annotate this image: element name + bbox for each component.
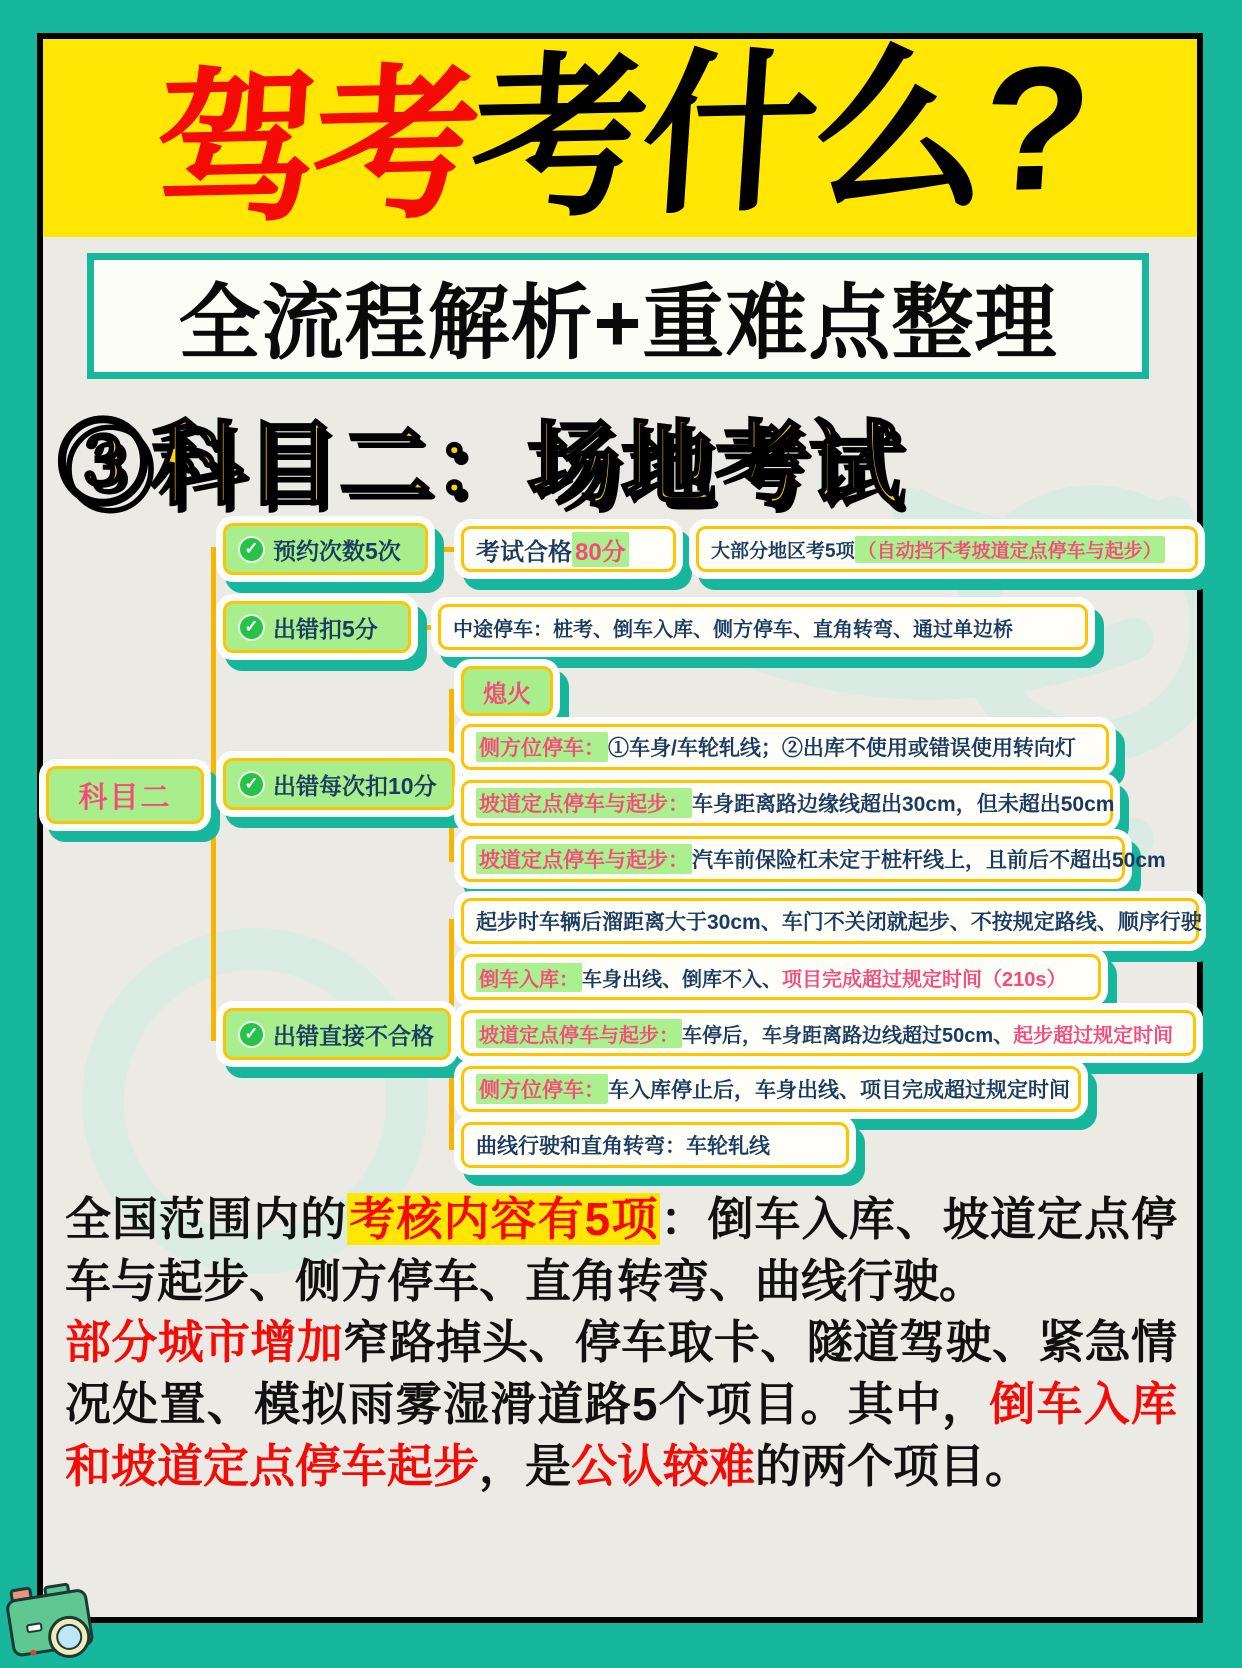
connector-line [426,547,463,552]
branch-label: 出错扣5分 [273,615,378,642]
camera-icon [0,1573,99,1662]
summary-paragraphs [65,1189,1177,1497]
camera-lens-glass [54,1622,84,1652]
check-icon: ✓ [238,1021,265,1048]
header-title [149,30,1092,244]
leaf-segment: 大部分地区考5项 [711,540,855,562]
text-segment-red: 倒车入库和坡道定点停车起步 [65,1377,1178,1492]
branch-deduct-10 [223,758,455,810]
sub-banner-text: 全流程解析+重难点整理 [178,277,1058,369]
text-segment: ，是 [479,1439,571,1492]
camera-lens [45,1613,93,1661]
header-title-black: 考什么? [465,30,1092,240]
leaf-segment: 中途停车：桩考、倒车入库、侧方停车、直角转弯、通过单边桥 [453,618,1013,641]
branch-label: 出错直接不合格 [273,1022,434,1049]
leaf-ramp-10-b [461,836,1166,882]
leaf-segment: （自动挡不考坡道定点停车与起步） [855,536,1165,563]
leaf-segment: 项目完成超过规定时间（210s） [782,968,1067,991]
mindmap-root-label: 科目二 [78,781,172,814]
leaf-segment: 侧方位停车： [476,732,608,762]
camera-viewfinder [26,1622,43,1633]
leaf-fail-ramp [461,1010,1196,1056]
check-icon: ✓ [238,771,265,798]
leaf-segment: 车入库停止后，车身出线、项目完成超过规定时间 [608,1079,1070,1102]
leaf-fail-side [461,1066,1081,1112]
leaf-segment: 曲线行驶和直角转弯：车轮轧线 [476,1135,770,1158]
branch-appointment-times [223,523,428,575]
leaf-segment: ①车身/车轮轧线；②出库不使用或错误使用转向灯 [608,737,1076,760]
leaf-segment: 80分 [572,532,629,567]
check-icon: ✓ [238,536,265,563]
text-segment-highlight: 考核内容有5项 [349,1193,659,1245]
leaf-segment: 倒车入库： [476,963,582,992]
camera-led-dot [30,1649,37,1656]
branch-direct-fail [223,1008,451,1060]
summary-paragraph-1 [65,1189,1177,1312]
leaf-segment: 起步超过规定时间 [1013,1024,1174,1047]
leaf-mid-stop [438,604,1088,650]
sub-banner [87,253,1149,379]
summary-paragraph-2 [65,1312,1177,1497]
leaf-segment: 车身距离路边缘线超出30cm，但未超出50cm [692,793,1115,816]
leaf-segment: 汽车前保险杠未定于桩杆线上，且前后不超出50cm [692,849,1166,872]
text-segment: 的两个项目。 [755,1439,1031,1492]
leaf-regions [696,526,1198,572]
leaf-segment: 熄火 [483,680,531,708]
leaf-segment: 坡道定点停车与起步： [476,844,692,874]
branch-label: 出错每次扣10分 [273,772,437,799]
leaf-fail-rollback [461,898,1202,944]
leaf-segment: 起步时车辆后溜距离大于30cm、车门不关闭就起步、不按规定路线、顺序行驶 [476,911,1202,934]
leaf-segment: 坡道定点停车与起步： [476,1019,682,1048]
branch-label: 预约次数5次 [273,537,401,564]
header-title-red: 驾考 [149,52,478,244]
leaf-segment: 侧方位停车： [476,1074,608,1104]
branch-deduct-5 [223,601,411,653]
section-title: ③科目二：场地考试 [57,414,904,516]
mindmap-root-node [46,766,204,824]
text-segment-red: 公认较难 [571,1439,755,1492]
text-segment: 窄路掉头、停车取卡、隧道驾驶、紧急情况处置、模拟雨雾湿滑道路5个项目。其中， [65,1316,1178,1430]
leaf-fail-curve [461,1122,849,1168]
text-segment-red: 部分城市增加 [65,1316,344,1369]
leaf-stall [461,666,553,716]
poster-content [37,30,1203,1623]
leaf-segment: 车停后，车身距离路边线超过50cm、 [682,1024,1014,1047]
header-banner [43,30,1197,244]
text-segment: 全国范围内的 [65,1193,348,1245]
leaf-segment: 考试合格 [476,538,572,566]
leaf-segment: 坡道定点停车与起步： [476,788,692,818]
mindmap [41,506,1201,1196]
leaf-side-parking-10 [461,724,1109,770]
camera-body [5,1588,95,1658]
text-segment: ：倒车入库、坡道定点停车与起步、侧方停车、直角转弯、曲线行驶。 [65,1193,1178,1307]
connector-line [409,625,440,630]
leaf-exam-pass [461,526,676,572]
leaf-segment: 车身出线、倒库不入、 [582,968,782,991]
check-icon: ✓ [238,614,265,641]
leaf-fail-reverse [461,954,1101,1000]
leaf-ramp-10-a [461,780,1113,826]
